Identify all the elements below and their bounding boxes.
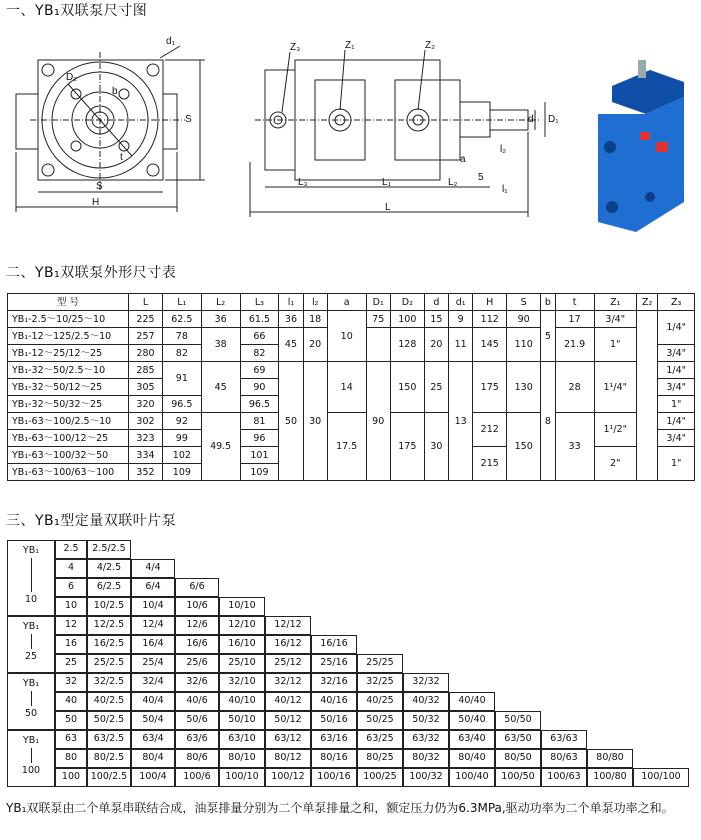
model-cell: YB₁-63～100/2.5～10 (8, 413, 129, 430)
header-cell: L₃ (240, 294, 279, 311)
combo-cell: 80/6 (175, 749, 219, 768)
combo-cell: 25/4 (131, 654, 175, 673)
model-cell: YB₁-63～100/32～50 (8, 447, 129, 464)
cell-t: 33 (555, 413, 594, 481)
label-l2: l₂ (500, 144, 507, 155)
combo-cell: 10/10 (219, 597, 265, 616)
cell-L3: 69 (240, 362, 279, 379)
table-header-row (8, 294, 695, 311)
cell-L1: 96.5 (162, 396, 201, 413)
cell-L1: 78 (162, 328, 201, 345)
cell-L: 285 (129, 362, 163, 379)
cell-L3: 96.5 (240, 396, 279, 413)
combo-cell: 12/6 (175, 616, 219, 635)
model-cell: YB₁-32～50/12～25 (8, 379, 129, 396)
cell-Z1: 2" (594, 447, 637, 481)
cell-S: 110 (507, 328, 541, 362)
cell-Z3: 1/4" (658, 311, 695, 345)
cell-d: 15 (424, 311, 448, 328)
cell-L3: 82 (240, 345, 279, 362)
model-cell: YB₁-12～125/2.5～10 (8, 328, 129, 345)
combo-cell: 80/80 (587, 749, 633, 768)
combo-cell: 63/2.5 (87, 730, 131, 749)
cell-D1 (366, 328, 390, 362)
label-S-bottom: S (96, 181, 103, 192)
combo-cell: 12/12 (265, 616, 311, 635)
cell-D1: 75 (366, 311, 390, 328)
combo-cell: 63/12 (265, 730, 311, 749)
combo-cell: 63/16 (311, 730, 357, 749)
cell-L1: 92 (162, 413, 201, 430)
combo-cell: 32/32 (403, 673, 449, 692)
displacement-cell: 2.5 (55, 540, 87, 559)
cell-L1: 62.5 (162, 311, 201, 328)
group-label-top: YB₁ (22, 545, 40, 556)
combo-cell: 80/12 (265, 749, 311, 768)
combo-cell: 100/25 (357, 768, 403, 787)
label-t: t (120, 152, 123, 163)
group-label-divider (31, 691, 32, 706)
header-cell: D₂ (390, 294, 424, 311)
combo-cell: 40/40 (449, 692, 495, 711)
combo-cell: 25/10 (219, 654, 265, 673)
header-cell: 型 号 (8, 294, 129, 311)
combo-cell: 25/2.5 (87, 654, 131, 673)
cell-D2: 175 (390, 413, 424, 481)
combo-cell: 40/10 (219, 692, 265, 711)
label-Z1: Z₁ (345, 40, 355, 51)
combo-cell: 63/6 (175, 730, 219, 749)
combo-cell: 100/100 (633, 768, 689, 787)
combo-cell: 63/50 (495, 730, 541, 749)
cell-L: 352 (129, 464, 163, 481)
cell-H: 212 (473, 413, 507, 447)
group-label-top: YB₁ (22, 621, 40, 632)
model-cell: YB₁-32～50/32～25 (8, 396, 129, 413)
label-d: d (528, 114, 534, 125)
cell-H: 215 (473, 447, 507, 481)
group-label (7, 616, 55, 673)
header-cell: d (424, 294, 448, 311)
combo-cell: 12/2.5 (87, 616, 131, 635)
combo-cell: 50/10 (219, 711, 265, 730)
displacement-cell: 80 (55, 749, 87, 768)
cell-L1: 109 (162, 464, 201, 481)
combo-cell: 50/25 (357, 711, 403, 730)
header-cell: b (541, 294, 556, 311)
combo-cell: 4/2.5 (87, 559, 131, 578)
displacement-cell: 6 (55, 578, 87, 597)
table-row (8, 413, 695, 430)
combo-cell: 40/6 (175, 692, 219, 711)
combo-cell: 80/10 (219, 749, 265, 768)
cell-L3: 90 (240, 379, 279, 396)
displacement-cell: 10 (55, 597, 87, 616)
displacement-cell: 16 (55, 635, 87, 654)
label-b: b (112, 86, 118, 97)
combo-cell: 40/2.5 (87, 692, 131, 711)
group-label-bottom: 100 (21, 765, 41, 776)
combo-cell: 100/12 (265, 768, 311, 787)
combo-cell: 80/4 (131, 749, 175, 768)
cell-Z3: 1/4" (658, 362, 695, 379)
cell-d: 30 (424, 413, 448, 481)
cell-L: 320 (129, 396, 163, 413)
displacement-cell: 25 (55, 654, 87, 673)
combo-cell: 63/32 (403, 730, 449, 749)
label-S-side: S (185, 114, 192, 125)
group-label-divider (31, 634, 32, 649)
table-row (8, 311, 695, 328)
cell-H: 112 (473, 311, 507, 328)
label-a: a (460, 154, 466, 165)
header-cell: H (473, 294, 507, 311)
combo-cell: 6/4 (131, 578, 175, 597)
cell-Z3: 1/4" (658, 413, 695, 430)
table-row (8, 362, 695, 379)
label-l1: l₁ (502, 184, 508, 195)
cell-t: 28 (555, 362, 594, 413)
cell-L: 302 (129, 413, 163, 430)
combo-cell: 32/16 (311, 673, 357, 692)
header-cell: l₁ (279, 294, 303, 311)
combo-cell: 25/12 (265, 654, 311, 673)
cell-a: 17.5 (327, 413, 366, 481)
combo-cell: 100/6 (175, 768, 219, 787)
model-cell: YB₁-2.5～10/25～10 (8, 311, 129, 328)
cell-L3: 81 (240, 413, 279, 430)
cell-L3: 66 (240, 328, 279, 345)
combo-cell: 63/40 (449, 730, 495, 749)
cell-L: 257 (129, 328, 163, 345)
cell-Z1: 1" (594, 328, 637, 362)
header-cell: Z₃ (658, 294, 695, 311)
section1-heading: 一、YB₁双联泵尺寸图 (6, 3, 148, 19)
cell-L3: 61.5 (240, 311, 279, 328)
combo-cell: 12/10 (219, 616, 265, 635)
combo-cell: 50/40 (449, 711, 495, 730)
combo-cell: 50/4 (131, 711, 175, 730)
label-D1: D₁ (548, 114, 559, 125)
combo-cell: 100/63 (541, 768, 587, 787)
cell-l1: 36 (279, 311, 303, 328)
cell-Z3: 1" (658, 396, 695, 413)
cell-l2: 18 (303, 311, 327, 328)
label-L3: L₃ (298, 177, 308, 188)
header-cell: D₁ (366, 294, 390, 311)
combo-cell: 80/2.5 (87, 749, 131, 768)
combo-cell: 100/40 (449, 768, 495, 787)
header-cell: l₂ (303, 294, 327, 311)
group-label (7, 540, 55, 616)
label-D2: D₂ (66, 72, 78, 83)
cell-a: 10 (327, 311, 366, 362)
cell-Z1: 3/4" (594, 311, 637, 328)
combo-cell: 50/12 (265, 711, 311, 730)
combo-cell: 63/63 (541, 730, 587, 749)
combo-cell: 16/12 (265, 635, 311, 654)
label-Z2: Z₂ (425, 40, 435, 51)
cell-D1: 90 (366, 362, 390, 481)
model-cell: YB₁-63～100/63～100 (8, 464, 129, 481)
combo-cell: 16/4 (131, 635, 175, 654)
cell-L2: 36 (201, 311, 240, 328)
header-cell: L (129, 294, 163, 311)
cell-L2: 38 (201, 328, 240, 362)
header-cell: d₁ (449, 294, 473, 311)
cell-D2: 128 (390, 328, 424, 362)
combination-table (7, 540, 697, 790)
header-cell: a (327, 294, 366, 311)
group-label-top: YB₁ (22, 678, 40, 689)
label-L1: L₁ (382, 177, 391, 188)
cell-L: 225 (129, 311, 163, 328)
combo-cell: 100/50 (495, 768, 541, 787)
combo-cell: 25/6 (175, 654, 219, 673)
model-cell: YB₁-32～50/2.5～10 (8, 362, 129, 379)
cell-d: 25 (424, 362, 448, 413)
group-label (7, 730, 55, 787)
pump-photo (598, 60, 684, 232)
combo-cell: 16/16 (311, 635, 357, 654)
group-label-divider (31, 558, 32, 592)
cell-H: 145 (473, 328, 507, 362)
header-cell: S (507, 294, 541, 311)
cell-a: 14 (327, 362, 366, 413)
combo-cell: 80/50 (495, 749, 541, 768)
cell-l1: 50 (279, 362, 303, 481)
model-cell: YB₁-12～25/12～25 (8, 345, 129, 362)
combo-cell: 80/63 (541, 749, 587, 768)
combo-cell: 40/25 (357, 692, 403, 711)
cell-b: 8 (541, 362, 556, 481)
combo-cell: 10/4 (131, 597, 175, 616)
label-L2: L₂ (448, 177, 458, 188)
header-cell: t (555, 294, 594, 311)
combo-cell: 40/16 (311, 692, 357, 711)
combo-cell: 100/10 (219, 768, 265, 787)
header-cell: L₁ (162, 294, 201, 311)
label-H: H (92, 197, 100, 208)
cell-D2: 150 (390, 362, 424, 413)
label-L: L (385, 202, 391, 213)
dimension-table (7, 293, 695, 481)
cell-D2: 100 (390, 311, 424, 328)
combo-cell: 32/4 (131, 673, 175, 692)
combo-cell: 63/25 (357, 730, 403, 749)
cell-Z1: 1¹/2" (594, 413, 637, 447)
combo-cell: 63/4 (131, 730, 175, 749)
cell-L: 305 (129, 379, 163, 396)
cell-L: 323 (129, 430, 163, 447)
combo-cell: 32/10 (219, 673, 265, 692)
cell-t: 21.9 (555, 328, 594, 362)
combo-cell: 10/6 (175, 597, 219, 616)
cell-l2: 30 (303, 362, 327, 481)
combo-cell: 80/32 (403, 749, 449, 768)
combo-cell: 80/16 (311, 749, 357, 768)
cell-d1: 9 (449, 311, 473, 328)
combo-cell: 50/16 (311, 711, 357, 730)
label-Z3: Z₃ (290, 42, 301, 53)
displacement-cell: 50 (55, 711, 87, 730)
combo-cell: 40/4 (131, 692, 175, 711)
header-cell: Z₁ (594, 294, 637, 311)
cell-L3: 101 (240, 447, 279, 464)
combo-cell: 100/32 (403, 768, 449, 787)
combo-cell: 100/2.5 (87, 768, 131, 787)
combo-cell: 32/6 (175, 673, 219, 692)
displacement-cell: 40 (55, 692, 87, 711)
displacement-cell: 32 (55, 673, 87, 692)
cell-S: 130 (507, 362, 541, 413)
footnote: YB₁双联泵由二个单泵串联结合成，油泵排量分别为二个单泵排量之和，额定压力仍为6.3MPa,驱动功率为二个单泵功率之和。 (6, 801, 674, 815)
group-label-top: YB₁ (22, 735, 40, 746)
combo-cell: 25/25 (357, 654, 403, 673)
displacement-cell: 12 (55, 616, 87, 635)
cell-d1: 13 (449, 362, 473, 481)
cell-Z1: 1¹/4" (594, 362, 637, 413)
cell-S: 150 (507, 413, 541, 481)
cell-L: 280 (129, 345, 163, 362)
cell-b: 5 (541, 311, 556, 362)
cell-L2: 45 (201, 362, 240, 413)
combo-cell: 32/12 (265, 673, 311, 692)
cell-L3: 96 (240, 430, 279, 447)
cell-L1: 82 (162, 345, 201, 362)
cell-l2: 20 (303, 328, 327, 362)
combo-cell: 2.5/2.5 (87, 540, 131, 559)
combo-cell: 50/6 (175, 711, 219, 730)
cell-H: 175 (473, 362, 507, 413)
displacement-cell: 4 (55, 559, 87, 578)
cell-Z3: 3/4" (658, 345, 695, 362)
cell-L1: 102 (162, 447, 201, 464)
combo-cell: 40/12 (265, 692, 311, 711)
cell-Z3: 3/4" (658, 430, 695, 447)
combo-cell: 63/10 (219, 730, 265, 749)
cell-L: 334 (129, 447, 163, 464)
label-5: 5 (478, 172, 484, 183)
combo-cell: 16/10 (219, 635, 265, 654)
cell-l1: 45 (279, 328, 303, 362)
combo-cell: 80/40 (449, 749, 495, 768)
combo-cell: 10/2.5 (87, 597, 131, 616)
group-label-bottom: 10 (24, 594, 38, 605)
combo-cell: 32/25 (357, 673, 403, 692)
cell-Z3: 3/4" (658, 379, 695, 396)
combo-cell: 16/2.5 (87, 635, 131, 654)
combo-cell: 100/16 (311, 768, 357, 787)
combo-cell: 100/80 (587, 768, 633, 787)
combo-cell: 6/2.5 (87, 578, 131, 597)
cell-Z2 (637, 311, 658, 481)
cell-d: 20 (424, 328, 448, 362)
combo-cell: 4/4 (131, 559, 175, 578)
cell-L1: 99 (162, 430, 201, 447)
section3-heading: 三、YB₁型定量双联叶片泵 (6, 513, 177, 529)
combo-cell: 6/6 (175, 578, 219, 597)
combo-cell: 50/2.5 (87, 711, 131, 730)
combo-cell: 50/32 (403, 711, 449, 730)
header-cell: Z₂ (637, 294, 658, 311)
dimension-drawing (0, 22, 701, 254)
label-d1: d₁ (166, 36, 175, 47)
cell-Z3: 1" (658, 447, 695, 481)
group-label (7, 673, 55, 730)
header-cell: L₂ (201, 294, 240, 311)
section2-heading: 二、YB₁双联泵外形尺寸表 (6, 265, 177, 281)
cell-S: 90 (507, 311, 541, 328)
cell-L3: 109 (240, 464, 279, 481)
displacement-cell: 100 (55, 768, 87, 787)
combo-cell: 32/2.5 (87, 673, 131, 692)
combo-cell: 100/4 (131, 768, 175, 787)
combo-cell: 12/4 (131, 616, 175, 635)
group-label-bottom: 25 (24, 651, 38, 662)
combo-cell: 50/50 (495, 711, 541, 730)
displacement-cell: 63 (55, 730, 87, 749)
cell-L1: 91 (162, 362, 201, 396)
group-label-divider (31, 748, 32, 763)
model-cell: YB₁-63～100/12～25 (8, 430, 129, 447)
cell-L2: 49.5 (201, 413, 240, 481)
combo-cell: 40/32 (403, 692, 449, 711)
cell-d1: 11 (449, 328, 473, 362)
combo-cell: 16/6 (175, 635, 219, 654)
combo-cell: 25/16 (311, 654, 357, 673)
combo-cell: 80/25 (357, 749, 403, 768)
group-label-bottom: 50 (24, 708, 38, 719)
cell-t: 17 (555, 311, 594, 328)
